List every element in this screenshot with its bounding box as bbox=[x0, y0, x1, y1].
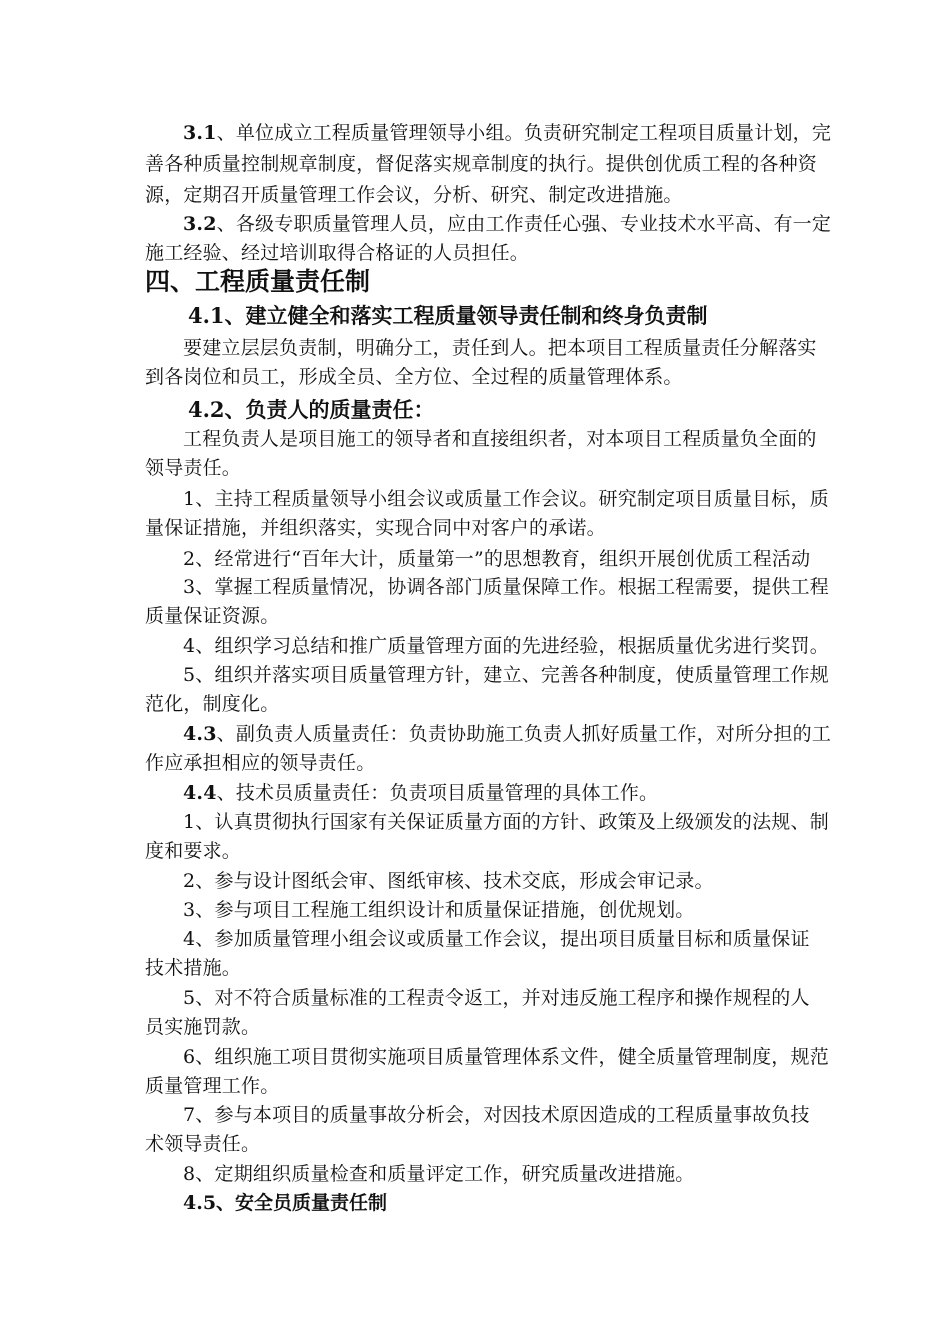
text-span: 、技术员质量责任：负责项目质量管理的具体工作。 bbox=[216, 782, 659, 804]
list-item-4-4-1-line-2: 度和要求。 bbox=[145, 840, 242, 862]
list-item-4-2-4: 4、组织学习总结和推广质量管理方面的先进经验，根据质量优劣进行奖罚。 bbox=[183, 635, 829, 657]
paragraph-4-1-line-2: 到各岗位和员工，形成全员、全方位、全过程的质量管理体系。 bbox=[145, 366, 683, 388]
list-item-4-2-1-line-2: 量保证措施，并组织落实，实现合同中对客户的承诺。 bbox=[145, 517, 606, 539]
subsection-4-5-heading: 4.5、安全员质量责任制 bbox=[183, 1192, 388, 1214]
paragraph-3-1-line-3: 源，定期召开质量管理工作会议，分析、研究、制定改进措施。 bbox=[145, 184, 683, 206]
clause-number: 3.1 bbox=[183, 122, 217, 144]
list-item-4-4-3: 3、参与项目工程施工组织设计和质量保证措施，创优规划。 bbox=[183, 899, 695, 921]
paragraph-4-3-line-1 bbox=[183, 721, 853, 747]
text-span: 、副负责人质量责任：负责协助施工负责人抓好质量工作，对所分担的工 bbox=[216, 723, 832, 745]
list-item-4-4-6-line-1: 6、组织施工项目贯彻实施项目质量管理体系文件，健全质量管理制度，规范 bbox=[183, 1046, 829, 1068]
list-item-4-4-5-line-2: 员实施罚款。 bbox=[145, 1016, 261, 1038]
section-4-heading: 四、工程质量责任制 bbox=[145, 267, 371, 296]
list-item-4-2-1-line-1: 1、主持工程质量领导小组会议或质量工作会议。研究制定项目质量目标，质 bbox=[183, 488, 829, 510]
list-item-4-4-7-line-1: 7、参与本项目的质量事故分析会，对因技术原因造成的工程质量事故负技 bbox=[183, 1104, 810, 1126]
text-span: 、单位成立工程质量管理领导小组。负责研究制定工程项目质量计划，完 bbox=[216, 122, 832, 144]
paragraph-4-4-line-1 bbox=[183, 780, 853, 806]
list-item-4-4-2: 2、参与设计图纸会审、图纸审核、技术交底，形成会审记录。 bbox=[183, 870, 714, 892]
list-item-4-4-6-line-2: 质量管理工作。 bbox=[145, 1075, 280, 1097]
paragraph-3-1-line-2: 善各种质量控制规章制度，督促落实规章制度的执行。提供创优质工程的各种资 bbox=[145, 153, 818, 175]
paragraph-4-1-line-1: 要建立层层负责制，明确分工，责任到人。把本项目工程质量责任分解落实 bbox=[183, 337, 817, 359]
clause-number: 4.4 bbox=[183, 782, 217, 804]
paragraph-4-3-line-2: 作应承担相应的领导责任。 bbox=[145, 752, 376, 774]
list-item-4-4-4-line-2: 技术措施。 bbox=[145, 957, 242, 979]
paragraph-3-1-line-1 bbox=[183, 120, 853, 146]
text-span: 、各级专职质量管理人员，应由工作责任心强、专业技术水平高、有一定 bbox=[216, 213, 832, 235]
paragraph-4-2-intro-line-2: 领导责任。 bbox=[145, 457, 242, 479]
list-item-4-2-5-line-2: 范化，制度化。 bbox=[145, 693, 280, 715]
list-item-4-4-5-line-1: 5、对不符合质量标准的工程责令返工，并对违反施工程序和操作规程的人 bbox=[183, 987, 810, 1009]
list-item-4-4-7-line-2: 术领导责任。 bbox=[145, 1133, 261, 1155]
list-item-4-2-3-line-1: 3、掌握工程质量情况，协调各部门质量保障工作。根据工程需要，提供工程 bbox=[183, 576, 829, 598]
paragraph-3-2-line-1 bbox=[183, 211, 853, 237]
list-item-4-4-1-line-1: 1、认真贯彻执行国家有关保证质量方面的方针、政策及上级颁发的法规、制 bbox=[183, 811, 829, 833]
list-item-4-2-2: 2、经常进行“百年大计，质量第一”的思想教育，组织开展创优质工程活动 bbox=[183, 548, 811, 570]
clause-number: 3.2 bbox=[183, 213, 217, 235]
paragraph-3-2-line-2: 施工经验、经过培训取得合格证的人员担任。 bbox=[145, 242, 530, 264]
list-item-4-4-8: 8、定期组织质量检查和质量评定工作，研究质量改进措施。 bbox=[183, 1163, 695, 1185]
subsection-4-2-heading: 4.2、负责人的质量责任： bbox=[188, 397, 435, 422]
paragraph-4-2-intro-line-1: 工程负责人是项目施工的领导者和直接组织者，对本项目工程质量负全面的 bbox=[183, 428, 817, 450]
list-item-4-2-3-line-2: 质量保证资源。 bbox=[145, 605, 280, 627]
clause-number: 4.3 bbox=[183, 723, 217, 745]
list-item-4-4-4-line-1: 4、参加质量管理小组会议或质量工作会议，提出项目质量目标和质量保证 bbox=[183, 928, 810, 950]
subsection-4-1-heading: 4.1、建立健全和落实工程质量领导责任制和终身负责制 bbox=[188, 303, 708, 328]
list-item-4-2-5-line-1: 5、组织并落实项目质量管理方针，建立、完善各种制度，使质量管理工作规 bbox=[183, 664, 829, 686]
